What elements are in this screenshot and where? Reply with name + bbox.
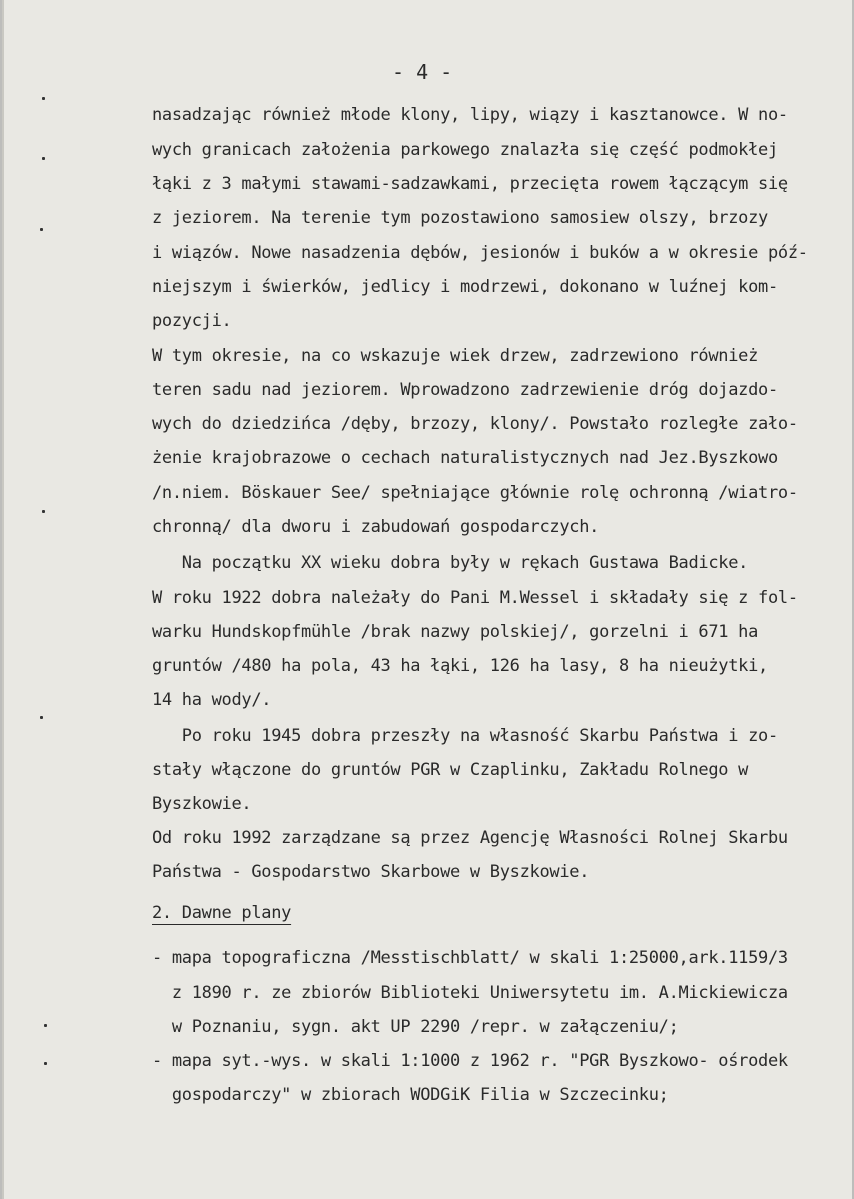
document-page — [2, 0, 852, 1199]
body-line: gruntów /480 ha pola, 43 ha łąki, 126 ha lasy, 8 ha nieużytki, — [152, 656, 768, 676]
margin-mark — [44, 1024, 47, 1027]
body-line: Od roku 1992 zarządzane są przez Agencję Własności Rolnej Skarbu — [152, 828, 788, 848]
body-line: Na początku XX wieku dobra były w rękach Gustawa Badicke. — [152, 553, 749, 573]
list-line: - mapa topograficzna /Messtischblatt/ w skali 1:25000,ark.1159/3 — [152, 948, 788, 968]
body-line: teren sadu nad jeziorem. Wprowadzono zadrzewienie dróg dojazdo- — [152, 380, 778, 400]
body-line: Byszkowie. — [152, 794, 252, 814]
margin-mark — [40, 716, 43, 719]
margin-mark — [42, 97, 45, 100]
body-line: łąki z 3 małymi stawami-sadzawkami, przecięta rowem łączącym się — [152, 174, 788, 194]
body-line: W roku 1922 dobra należały do Pani M.Wessel i składały się z fol- — [152, 588, 798, 608]
body-line: 14 ha wody/. — [152, 690, 272, 710]
margin-mark — [42, 510, 45, 513]
body-line: wych granicach założenia parkowego znalazła się część podmokłej — [152, 140, 778, 160]
list-line: w Poznaniu, sygn. akt UP 2290 /repr. w załączeniu/; — [152, 1017, 679, 1037]
body-line: pozycji. — [152, 311, 232, 331]
margin-mark — [40, 228, 43, 231]
body-line: niejszym i świerków, jedlicy i modrzewi, dokonano w luźnej kom- — [152, 277, 778, 297]
list-line: gospodarczy" w zbiorach WODGiK Filia w Szczecinku; — [152, 1085, 669, 1105]
list-line: - mapa syt.-wys. w skali 1:1000 z 1962 r. "PGR Byszkowo- ośrodek — [152, 1051, 788, 1071]
body-line: nasadzając również młode klony, lipy, wiązy i kasztanowce. W no- — [152, 105, 788, 125]
body-line: i wiązów. Nowe nasadzenia dębów, jesionów i buków a w okresie póź- — [152, 243, 808, 263]
body-line: /n.niem. Böskauer See/ spełniające głównie rolę ochronną /wiatro- — [152, 483, 798, 503]
list-line: z 1890 r. ze zbiorów Biblioteki Uniwersytetu im. A.Mickiewicza — [152, 983, 788, 1003]
body-line: z jeziorem. Na terenie tym pozostawiono samosiew olszy, brzozy — [152, 208, 768, 228]
body-line: Po roku 1945 dobra przeszły na własność Skarbu Państwa i zo- — [152, 726, 778, 746]
body-line: warku Hundskopfmühle /brak nazwy polskiej/, gorzelni i 671 ha — [152, 622, 759, 642]
body-line: żenie krajobrazowe o cechach naturalistycznych nad Jez.Byszkowo — [152, 448, 778, 468]
page-number: - 4 - — [392, 60, 453, 84]
section-heading: 2. Dawne plany — [152, 903, 292, 923]
body-line: stały włączone do gruntów PGR w Czaplinku, Zakładu Rolnego w — [152, 760, 749, 780]
body-line: Państwa - Gospodarstwo Skarbowe w Byszkowie. — [152, 862, 590, 882]
body-line: chronną/ dla dworu i zabudowań gospodarczych. — [152, 517, 600, 537]
margin-mark — [44, 1062, 47, 1065]
body-line: W tym okresie, na co wskazuje wiek drzew, zadrzewiono również — [152, 346, 759, 366]
body-line: wych do dziedzińca /dęby, brzozy, klony/. Powstało rozległe zało- — [152, 414, 798, 434]
margin-mark — [42, 157, 45, 160]
